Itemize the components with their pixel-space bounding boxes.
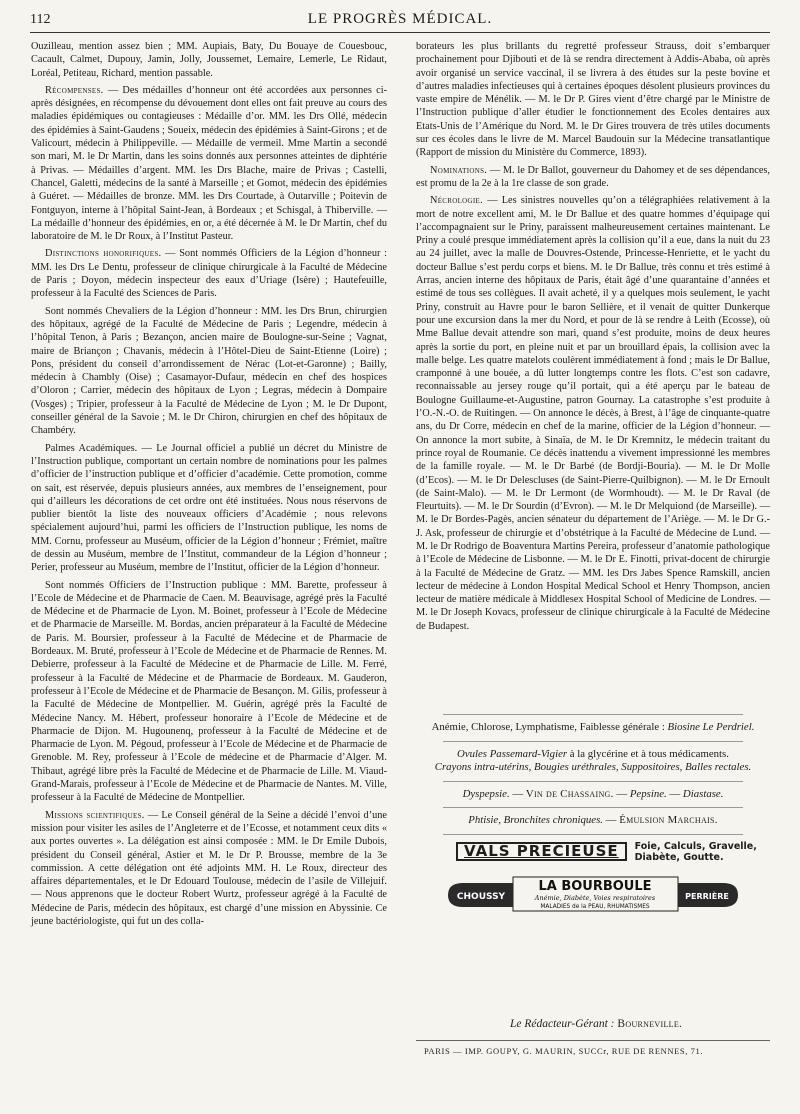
vals-line: Foie, Calculs, Gravelle, xyxy=(634,840,757,852)
choussy-label: CHOUSSY xyxy=(456,891,506,902)
ad-product: Ovules Passemard-Vigier xyxy=(457,747,568,760)
paragraph-body: — Le Conseil général de la Seine a décidé l’envoi d’une mission pour visiter les asiles de l’Angleterre et de l’Ecosse, et notamment ceux dits « aux portes ouvertes ». La délégation est ainsi composée : MM. le Dr Emile Dubois, président du Conseil général, Astier et M. le Dr P. Brousse, membre de la 3e commission. A cette délégation ont été adjoints MM. H. Le Roux, directeur des affaires départementales, et le Dr Edouard Toulouse, médecin de l’asile de Villejuif. — Nous apprenons que le docteur Robert Wurtz, professeur agrégé à la Faculté de Médecine de Paris, médecin des hôpitaux, est chargé d’une mission en Abyssinie. Ce jeune bactériologiste, qui fut un des colla- xyxy=(31,809,387,927)
page-header xyxy=(30,10,770,32)
ad-ovules xyxy=(416,748,770,775)
vals-text xyxy=(635,841,757,863)
ad-product: Vin de Chassaing. xyxy=(525,787,614,800)
editor-line xyxy=(510,1018,682,1030)
ad-marchais: Phtisie, Bronchites chroniques. — Émulsion Marchais. xyxy=(468,814,718,826)
perriere-label: PERRIÈRE xyxy=(685,891,729,901)
missions-paragraph xyxy=(31,809,387,929)
paragraph-body: — Sont nommés Officiers de la Légion d’honneur : MM. les Drs Le Dentu, professeur de clinique chirurgicale à la Faculté de Médecine de Paris ; Doyon, médecin inspecteur des eaux d’Uriage (Isère) ; Hautefeuille, professeur à la Faculté des Sciences de Paris. xyxy=(31,248,387,300)
ad-vals xyxy=(456,841,770,863)
footer-rule xyxy=(416,1040,770,1041)
paragraph-body: — Des médailles d’honneur ont été accordées aux personnes ci-après désignées, en récompense du dévouement dont elles ont fait preuve au cours des maladies épidémiques ou contagieuses : Médaille d’or. MM. les Drs Ollé, médecin des épidémies à Saint-Gaudens ; Soueix, médecin des épidémies à Saint-Girons ; et de Valicourt, médecin à Philippeville. — Médaille de vermeil. Mme Martin a secondé son mari, M. le Dr Martin, dans les soins donnés aux personnes atteintes de diphtérie à Privas. — Médailles d’argent. MM. les Drs Blache, maire de Privas ; Castelli, Chancel, Galetti, médecins de la santé à Marseille ; et Gomot, médecin des épidémies à Guéret. — Médailles de bronze. MM. les Drs Courtade, à Outarville ; Poitevin de Fontguyon, interne à l’hôpital Saint-Jean, à Bordeaux ; et Schisgal, à Thiberville. — La médaille d’honneur des épidémies, en or, a été décernée à M. le Dr Martin, chef du laboratoire de M. le Dr Roux, à l’Institut Pasteur. xyxy=(31,84,387,243)
recompenses-paragraph xyxy=(31,84,387,244)
ad-text: Dyspepsie. xyxy=(462,787,510,800)
section-heading: Missions scientifiques. xyxy=(45,809,145,821)
ad-text: à la glycérine et à tous médicaments. xyxy=(569,747,729,760)
divider xyxy=(443,834,743,835)
bourboule-title: LA BOURBOULE xyxy=(538,878,652,894)
divider xyxy=(443,807,743,808)
left-column xyxy=(31,40,387,932)
header-rule xyxy=(30,32,770,33)
paragraph: borateurs les plus brillants du regretté professeur Strauss, doit s’embarquer prochainement pour Djibouti et de là se rendra directement à Addis-Ababa, où après avoir organisé un service vaccinal, il se livrera à des études sur la peste bovine et d’autres maladies infectieuses qui à certaines époques désolent plusieurs provinces du vaste empire de Ménélik. — M. le Dr P. Gires vient d’être chargé par le Ministre de l’Instruction publique d’aller étudier le fonctionnement des Ecoles dentaires aux Etats-Unis de l’Amérique du Nord. M. le Dr Gires trouvera de très utiles documents sur ces écoles dans le livre de M. Marcel Baudouin sur la Médecine transatlantique (Rapport de mission du Ministère du Commerce, 1893). xyxy=(416,41,770,159)
divider xyxy=(443,741,743,742)
paragraph: Sont nommés Officiers de l’Instruction publique : MM. Barette, professeur à l’Ecole de Médecine et de Pharmacie de Caen. M. Beauvisage, agrégé près la Faculté de Médecine et de Pharmacie de Lyon. M. Boinet, professeur à l’Ecole de Médecine et de Pharmacie de Marseille. M. Bordas, ancien préparateur à la Faculté de Médecine de Paris. M. Boursier, professeur à la Faculté de Médecine et de Pharmacie de Bordeaux. M. Bruté, professeur à l’Ecole de Médecine et de Pharmacie de Rennes. M. Debierre, professeur à la Faculté de Médecine et de Pharmacie de Lille. M. Ferré, professeur à la Faculté de Médecine et de Pharmacie de Bordeaux. M. Gauderon, professeur à l’Ecole de Médecine et de Pharmacie de Besançon. M. Gilis, professeur à la Faculté de Médecine de Montpellier. M. Guérin, agrégé près la Faculté de Médecine Nancy. M. Hébert, professeur honoraire à l’Ecole de Médecine et de Pharmacie de Dijon. M. Hugounenq, professeur à la Faculté de Médecine et de Pharmacie de Lyon. M. Pégoud, professeur à l’Ecole de Médecine et de Pharmacie de Grenoble. M. Rey, professeur à l’Ecole de médecine et de Pharmacie d’Alger. M. Thibaut, agrégé libre près la Faculté de Médecine et de Pharmacie de Lille. M. Viaud-Grand-Marais, professeur à l’Ecole de Médecine et de Pharmacie de Nantes. M. Ville, professeur à la Faculté de Médecine de Montpellier. xyxy=(31,579,387,804)
ad-text: Crayons intra-utérins, Bougies uréthrales, Suppositoires, Balles rectales. xyxy=(434,761,752,773)
ad-product: Émulsion Marchais. xyxy=(619,814,718,826)
ad-text: Anémie, Chlorose, Lymphatisme, Faiblesse générale : xyxy=(431,721,665,733)
ad-text: Diastase. xyxy=(682,787,724,800)
ad-product: Biosine Le Perdriel. xyxy=(667,721,755,733)
bourboule-banner xyxy=(443,869,743,917)
running-title: LE PROGRÈS MÉDICAL. xyxy=(307,11,493,27)
advertisements xyxy=(416,708,770,917)
vals-line: Diabète, Goutte. xyxy=(634,851,724,863)
divider xyxy=(443,714,743,715)
bourboule-subtitle: Anémie, Diabète, Voies respiratoires xyxy=(534,893,656,902)
ad-biosine xyxy=(416,721,770,735)
right-column xyxy=(416,40,770,637)
section-heading: Distinctions honorifiques. xyxy=(45,248,162,260)
paragraph: Palmes Académiques. — Le Journal officiel a publié un décret du Ministre de l’Instruction publique, comportant un certain nombre de nominations pour les palmes d’officier de l’instruction publique et d’officier d’académie. Cette promotion, comme on sait, est réservée, depuis plusieurs années, aux membres de l’enseignement, pour qui d’ailleurs les décorations de cet ordre ont été instituées. Nous nous réservons de publier bientôt la liste des nouveaux officiers d’Académie ; nous relevons spécialement aujourd’hui, parmi les officiers de l’Instruction publique, les noms de MM. Cornu, professeur au Muséum, officier de la Légion d’honneur ; Frémiet, maître de dessin au Muséum, membre de l’Institut, commandeur de la Légion d’honneur ; Perier, professeur au Muséum, membre de l’Institut, officier de la Légion d’honneur. xyxy=(31,442,387,574)
necrologie-paragraph xyxy=(416,194,770,633)
paragraph: Ouzilleau, mention assez bien ; MM. Aupiais, Baty, Du Bouaye de Couesbouc, Cacault, Calmet, Dupouy, Jamin, Jolly, Joussemet, Lemaire, Lemerle, Le Ridaut, Loréal, Petiteau, Richard, mention passable. xyxy=(31,41,387,79)
imprint: PARIS — IMP. GOUPY, G. MAURIN, SUCCr, RUE DE RENNES, 71. xyxy=(424,1046,704,1056)
ad-bourboule xyxy=(443,869,743,917)
distinctions-paragraph xyxy=(31,247,387,300)
ad-chassaing: Dyspepsie. — Vin de Chassaing. — Pepsine. — Diastase. xyxy=(462,787,724,800)
bourboule-subtitle2: MALADIES de la PEAU, RHUMATISMES xyxy=(540,903,650,910)
editor-label: Le Rédacteur-Gérant : xyxy=(510,1018,615,1030)
section-heading: Nécrologie. xyxy=(430,195,483,207)
ad-text: Phtisie, Bronchites chroniques. xyxy=(468,814,603,826)
vals-brand: VALS PRÉCIEUSE xyxy=(456,842,627,862)
section-heading: Récompenses. xyxy=(45,84,104,96)
nominations-paragraph xyxy=(416,164,770,191)
ad-text: Pepsine. xyxy=(629,787,667,800)
divider xyxy=(443,781,743,782)
paragraph-body: — Les sinistres nouvelles qu’on a télégraphiées relativement à la mort de notre excellent ami, M. le Dr Ballue et des quatre hommes d’équipage qui l’accompagnaient sur le Priny, paraissent malheureusement certaines maintenant. Le Priny a coulé presque immédiatement après la collision qu’il a eue, dans la nuit du 23 au 24 juillet, avec la malle de Douvres-Ostende, Princesse-Henriette, et le yacht du docteur Ballue s’est perdu corps et biens. M. le Dr Ballue, très connu et très estimé à Arras, ancien interne des hôpitaux de Paris, était âgé d’une quarantaine d’années et estimé de tous ses collègues. Il avait acheté, il y a quelques mois seulement, le yacht Priny, construit au Havre pour le baron Sellière, et il venait de quitter Dunkerque pour une excursion dans la mer du Nord, et pour de là se rendre à Leith (Ecosse), où Mme Ballue devait attendre son mari, quand s’est produite, moins de deux heures après la sortie du port, en pleine nuit et par un brouillard épais, la collision avec la malle belge. Les quatre matelots coulèrent immédiatement à fond ; mais le Dr Ballue, cramponné à une bouée, a dû lutter longtemps contre les flots. C’est son cadavre, reconnaissable au jersey rouge qu’il portait, qui a été aperçu par le bateau de Boulogne Guillaume-et-Augustine, patron Gournay. La catastrophe s’est produite à l’O.-N.-O. de Ruitingen. — On annonce le décès, à Brest, à l’âge de cinquante-quatre ans, du Dr Corre, médecin en chef de la marine, officier de la Légion d’honneur. — On annonce la mort subite, à Sinaïa, de M. le Dr Kremnitz, le médecin traitant du prince royal de Roumanie. Ce décès inattendu a vivement impressionné les membres de la famille royale. — M. le Dr Barbé (de Bordji-Bouria). — M. le Dr Molle (d’Ecos). — M. le Dr Delescluses (de Saint-Pierre-Quilbignon). — M. le Dr Ernoult (de Saint-Malo). — M. le Dr Lermont (de Wormhoudt). — M. le Dr Raval (de Fleurtuits). — M. le Dr Sourdin (d’Evron). — M. le Dr Melquiond (de Marseille). — M. le Dr Bordes-Pagès, ancien sénateur du département de l’Ariège. — M. le Dr G.-J. Ask, professeur de chirurgie et d’obstétrique à la Faculté de Médecine de Lund. — M. le Dr Rodrigo de Boaventura Martins Pereira, professeur d’anatomie pathologique à l’Ecole de Médecine de Lisbonne. — M. le Dr E. Finotti, privat-docent de chirurgie à la Faculté de Médecine de Gratz. — MM. les Drs Jabes Spence Ramskill, ancien lecteur de médecine à London Hospital Medical School et Henry Thompson, ancien lecteur de matière médicale à Middlesex Hospital School of Medicine de Londres. — M. le Dr Joseph Kovacs, professeur de clinique chirurgicale à la Faculté de Médecine de Budapest. xyxy=(416,195,770,632)
page-number: 112 xyxy=(30,12,51,27)
paragraph: Sont nommés Chevaliers de la Légion d’honneur : MM. les Drs Brun, chirurgien des hôpitaux, agrégé de la Faculté de Médecine de Paris ; Legendre, médecin à l’hôpital Tenon, à Paris ; Bezançon, ancien maire de Boulogne-sur-Seine ; Vagnat, maire de Briançon ; Chavanis, médecin à l’Hôtel-Dieu de Saint-Etienne (Loire) ; Pons, président du conseil d’arrondissement de Nérac (Lot-et-Garonne) ; Bailly, médecin à Chambly (Oise) ; Casamayor-Dufaur, médecin en chef des hospices d’Oloron ; Carrier, médecin des hôpitaux de Lyon ; Legras, médecin à Dompaire (Vosges) ; Tripier, professeur à la Faculté de Médecine de Lyon ; M. le Dr Dupont, conseiller général de la Savoie ; M. le Dr Chiron, chirurgien en chef des hôpitaux de Chambéry. xyxy=(31,305,387,437)
editor-name: Bourneville. xyxy=(617,1018,683,1030)
paragraph-body: — M. le Dr Ballot, gouverneur du Dahomey et de ses dépendances, est promu de la 2e à la 1re classe de son grade. xyxy=(416,164,770,189)
section-heading: Nominations. xyxy=(430,164,488,176)
